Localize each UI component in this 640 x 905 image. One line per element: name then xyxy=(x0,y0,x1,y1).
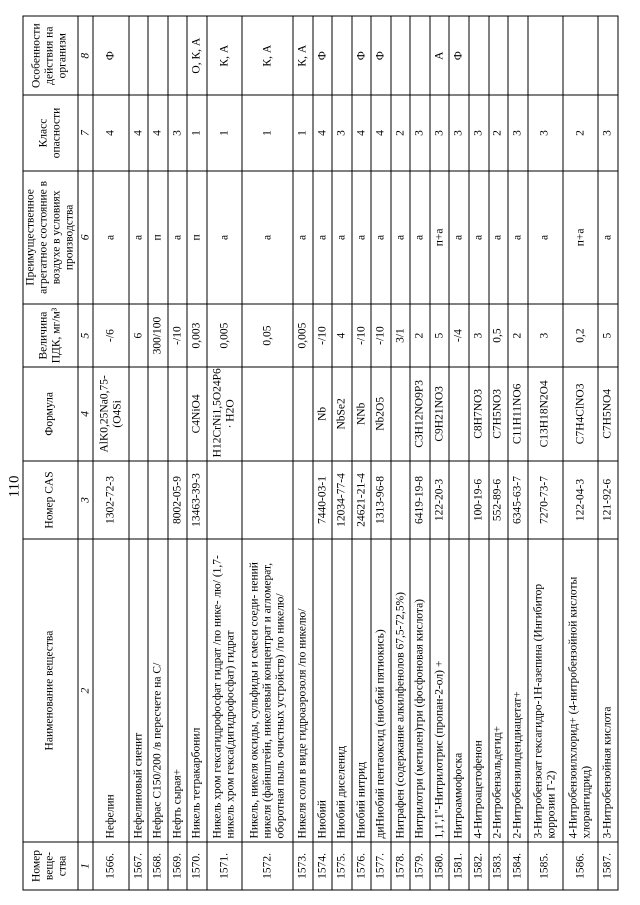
cell-state: а xyxy=(128,170,148,304)
cell-number: 1573. xyxy=(293,841,313,889)
cell-name: Ниобий xyxy=(312,539,332,842)
cell-effect xyxy=(488,16,508,95)
cell-pdk: 6 xyxy=(128,304,148,367)
cell-formula: C13H18N2O4 xyxy=(527,366,562,460)
cell-effect xyxy=(410,16,430,95)
cell-number: 1584. xyxy=(508,841,528,889)
cell-state: а xyxy=(167,170,187,304)
cell-effect xyxy=(390,16,410,95)
cell-pdk: 4 xyxy=(332,304,352,367)
table-row xyxy=(293,16,313,890)
cell-class: 3 xyxy=(410,95,430,170)
cell-effect: А xyxy=(429,16,449,95)
table-row xyxy=(410,16,430,890)
cell-formula: C9H21NO3 xyxy=(429,366,449,460)
cell-formula: H12CrNi1,5O24P6 · H2O xyxy=(206,366,241,460)
cell-name: 4-Нитробензоилхлорид+ (4-нитробензойной кислоты хлорангидрид) xyxy=(562,539,597,842)
cell-state: а xyxy=(293,170,313,304)
cell-number: 1571. xyxy=(206,841,241,889)
cell-name: 1,1',1''-Нитрилотрис (пропан-2-ол) + xyxy=(429,539,449,842)
cell-class: 4 xyxy=(93,95,128,170)
cell-number: 1585. xyxy=(527,841,562,889)
cell-class: 3 xyxy=(527,95,562,170)
cell-number: 1575. xyxy=(332,841,352,889)
cell-number: 1583. xyxy=(488,841,508,889)
cell-cas xyxy=(293,460,313,538)
cell-state: а xyxy=(371,170,391,304)
cell-name: 3-Нитробензойная кислота xyxy=(598,539,618,842)
cell-state: п+а xyxy=(429,170,449,304)
rotated-table-container xyxy=(22,15,618,890)
cell-name: Нитрилотри (метилен)три (фосфоновая кислота) xyxy=(410,539,430,842)
cell-state: а xyxy=(312,170,332,304)
cell-pdk: -/10 xyxy=(312,304,332,367)
cell-cas xyxy=(390,460,410,538)
cell-formula: AlK0,25Na0,75-(O4Si xyxy=(93,366,128,460)
cell-state: а xyxy=(332,170,352,304)
cell-name: 2-Нитробензилидендиацетат+ xyxy=(508,539,528,842)
cell-class: 3 xyxy=(468,95,488,170)
cell-number: 1576. xyxy=(351,841,371,889)
cell-class: 4 xyxy=(351,95,371,170)
cell-number: 1582. xyxy=(468,841,488,889)
cell-name: диНиобий пентаоксид (ниобий пятиокись) xyxy=(371,539,391,842)
cell-number: 1586. xyxy=(562,841,597,889)
cell-cas: 1313-96-8 xyxy=(371,460,391,538)
cell-number: 1578. xyxy=(390,841,410,889)
cell-formula: C11H11NO6 xyxy=(508,366,528,460)
cell-number: 1566. xyxy=(93,841,128,889)
cell-cas: 122-04-3 xyxy=(562,460,597,538)
cell-formula: Nb2O5 xyxy=(371,366,391,460)
cell-pdk: -/10 xyxy=(371,304,391,367)
cell-name: 2-Нитробензальдегид+ xyxy=(488,539,508,842)
cell-class: 2 xyxy=(390,95,410,170)
cell-name: Ниобий диселенид xyxy=(332,539,352,842)
cell-cas xyxy=(449,460,469,538)
table-row xyxy=(429,16,449,890)
header-cas: Номер CAS xyxy=(23,460,78,538)
cell-effect: Ф xyxy=(351,16,371,95)
cell-cas: 100-19-6 xyxy=(468,460,488,538)
table-row xyxy=(332,16,352,890)
cell-effect xyxy=(128,16,148,95)
cell-class: 4 xyxy=(312,95,332,170)
cell-number: 1581. xyxy=(449,841,469,889)
header-number: Номер веще- ства xyxy=(23,841,78,889)
cell-name: Никеля соли в виде гидроаэрозоля /по никелю/ xyxy=(293,539,313,842)
cell-number: 1577. xyxy=(371,841,391,889)
cell-state: а xyxy=(93,170,128,304)
cell-effect xyxy=(167,16,187,95)
cell-state: а xyxy=(508,170,528,304)
column-index: 3 xyxy=(77,460,93,538)
cell-state: а xyxy=(351,170,371,304)
cell-formula: C7H4ClNO3 xyxy=(562,366,597,460)
cell-cas: 12034-77-4 xyxy=(332,460,352,538)
cell-class: 3 xyxy=(449,95,469,170)
table-row xyxy=(488,16,508,890)
cell-pdk: -/10 xyxy=(351,304,371,367)
table-row xyxy=(598,16,618,890)
cell-effect xyxy=(508,16,528,95)
cell-formula: C7H5NO3 xyxy=(488,366,508,460)
table-row xyxy=(371,16,391,890)
cell-number: 1570. xyxy=(187,841,207,889)
cell-pdk: 2 xyxy=(508,304,528,367)
cell-formula: C8H7NO3 xyxy=(468,366,488,460)
cell-cas: 1302-72-3 xyxy=(93,460,128,538)
cell-formula xyxy=(390,366,410,460)
column-index: 2 xyxy=(77,539,93,842)
column-index: 4 xyxy=(77,366,93,460)
cell-state: п xyxy=(148,170,168,304)
cell-name: Никель хром гексагидрофосфат гидрат /по нике- лю/ (1,7-никель хром гексa(дигидрофосфат) гидрат xyxy=(206,539,241,842)
cell-name: 4-Нитроацетофенон xyxy=(468,539,488,842)
header-name: Наименование вещества xyxy=(23,539,78,842)
cell-cas: 7270-73-7 xyxy=(527,460,562,538)
cell-name: Нефелиновый сиенит xyxy=(128,539,148,842)
cell-pdk: 0,003 xyxy=(187,304,207,367)
cell-effect: Ф xyxy=(371,16,391,95)
cell-effect xyxy=(332,16,352,95)
cell-number: 1568. xyxy=(148,841,168,889)
cell-formula xyxy=(167,366,187,460)
cell-formula xyxy=(449,366,469,460)
header-formula: Формула xyxy=(23,366,78,460)
header-state: Преимущественное агрегатное состояние в воздухе в условиях производства xyxy=(23,170,78,304)
cell-effect: К, А xyxy=(293,16,313,95)
cell-formula: NbSe2 xyxy=(332,366,352,460)
cell-state: п+а xyxy=(562,170,597,304)
column-index-row xyxy=(77,16,93,890)
cell-name: Никель тетракарбонил xyxy=(187,539,207,842)
cell-name: Нефть сырая+ xyxy=(167,539,187,842)
cell-class: 3 xyxy=(167,95,187,170)
cell-effect: О, К, А xyxy=(187,16,207,95)
cell-effect: К, А xyxy=(206,16,241,95)
cell-cas: 121-92-6 xyxy=(598,460,618,538)
cell-pdk: 0,2 xyxy=(562,304,597,367)
cell-effect: Ф xyxy=(93,16,128,95)
cell-state: а xyxy=(449,170,469,304)
table-row xyxy=(508,16,528,890)
cell-formula xyxy=(293,366,313,460)
cell-number: 1579. xyxy=(410,841,430,889)
header-pdk: Величина ПДК, мг/м³ xyxy=(23,304,78,367)
cell-formula xyxy=(128,366,148,460)
cell-class: 1 xyxy=(206,95,241,170)
cell-effect xyxy=(468,16,488,95)
cell-state: а xyxy=(390,170,410,304)
cell-cas: 6419-19-8 xyxy=(410,460,430,538)
column-index: 1 xyxy=(77,841,93,889)
cell-name: Ниобий нитрид xyxy=(351,539,371,842)
substances-table xyxy=(22,15,618,890)
table-row xyxy=(128,16,148,890)
cell-cas xyxy=(148,460,168,538)
cell-state: а xyxy=(598,170,618,304)
cell-cas: 24621-21-4 xyxy=(351,460,371,538)
cell-class: 3 xyxy=(429,95,449,170)
column-index: 5 xyxy=(77,304,93,367)
cell-effect xyxy=(598,16,618,95)
cell-class: 1 xyxy=(293,95,313,170)
cell-class: 3 xyxy=(598,95,618,170)
table-row xyxy=(351,16,371,890)
cell-class: 4 xyxy=(128,95,148,170)
cell-effect xyxy=(562,16,597,95)
cell-cas: 122-20-3 xyxy=(429,460,449,538)
cell-cas: 7440-03-1 xyxy=(312,460,332,538)
cell-name: Нитроаммофоска xyxy=(449,539,469,842)
cell-pdk: 0,005 xyxy=(293,304,313,367)
cell-class: 3 xyxy=(508,95,528,170)
table-row xyxy=(562,16,597,890)
cell-cas: 13463-39-3 xyxy=(187,460,207,538)
cell-name: Нефелин xyxy=(93,539,128,842)
cell-class: 2 xyxy=(488,95,508,170)
cell-effect xyxy=(148,16,168,95)
cell-effect: Ф xyxy=(449,16,469,95)
table-row xyxy=(468,16,488,890)
cell-name: Нефрас С150/200 /в пересчете на С/ xyxy=(148,539,168,842)
header-effect: Особенности действия на организм xyxy=(23,16,78,95)
cell-number: 1569. xyxy=(167,841,187,889)
cell-class: 1 xyxy=(242,95,293,170)
cell-number: 1580. xyxy=(429,841,449,889)
cell-pdk: 5 xyxy=(598,304,618,367)
header-row xyxy=(23,16,78,890)
cell-state: а xyxy=(242,170,293,304)
cell-pdk: -/4 xyxy=(449,304,469,367)
page-number: 110 xyxy=(6,475,23,498)
cell-number: 1572. xyxy=(242,841,293,889)
table-row xyxy=(312,16,332,890)
cell-name: Никель, никеля оксиды, сульфиды и смеси соеди- нений никеля (файнштейн, никелевый концентрат и агломерат, оборотная пыль очистных устройств) /по никелю/ xyxy=(242,539,293,842)
table-row xyxy=(206,16,241,890)
cell-pdk: 3 xyxy=(468,304,488,367)
cell-state: а xyxy=(206,170,241,304)
cell-cas: 8002-05-9 xyxy=(167,460,187,538)
cell-class: 2 xyxy=(562,95,597,170)
cell-class: 4 xyxy=(148,95,168,170)
table-body xyxy=(93,16,618,890)
table-row xyxy=(527,16,562,890)
cell-pdk: -/6 xyxy=(93,304,128,367)
cell-class: 1 xyxy=(187,95,207,170)
cell-number: 1587. xyxy=(598,841,618,889)
cell-pdk: -/10 xyxy=(167,304,187,367)
table-row xyxy=(148,16,168,890)
cell-pdk: 3 xyxy=(527,304,562,367)
cell-name: 3-Нитробензоат гексагидро-1Н-азепина (Ингибитор коррозии Г-2) xyxy=(527,539,562,842)
cell-pdk: 5 xyxy=(429,304,449,367)
table-row xyxy=(167,16,187,890)
cell-cas: 552-89-6 xyxy=(488,460,508,538)
cell-formula xyxy=(242,366,293,460)
cell-pdk: 2 xyxy=(410,304,430,367)
cell-state: п xyxy=(187,170,207,304)
cell-pdk: 3/1 xyxy=(390,304,410,367)
cell-name: Нитрафен (содержание алкилфенолов 67,5-72,5%) xyxy=(390,539,410,842)
cell-formula: C7H5NO4 xyxy=(598,366,618,460)
cell-state: а xyxy=(410,170,430,304)
cell-formula: NNb xyxy=(351,366,371,460)
column-index: 6 xyxy=(77,170,93,304)
cell-number: 1574. xyxy=(312,841,332,889)
cell-class: 4 xyxy=(371,95,391,170)
cell-state: а xyxy=(488,170,508,304)
column-index: 7 xyxy=(77,95,93,170)
column-index: 8 xyxy=(77,16,93,95)
table-row xyxy=(242,16,293,890)
cell-effect: Ф xyxy=(312,16,332,95)
cell-pdk: 300/100 xyxy=(148,304,168,367)
cell-pdk: 0,05 xyxy=(242,304,293,367)
cell-state: а xyxy=(527,170,562,304)
cell-formula: Nb xyxy=(312,366,332,460)
table-row xyxy=(449,16,469,890)
table-row xyxy=(390,16,410,890)
cell-formula: C3H12NO9P3 xyxy=(410,366,430,460)
cell-cas xyxy=(206,460,241,538)
cell-formula: C4NiO4 xyxy=(187,366,207,460)
cell-cas xyxy=(128,460,148,538)
header-class: Класс опасности xyxy=(23,95,78,170)
cell-effect: К, А xyxy=(242,16,293,95)
cell-class: 3 xyxy=(332,95,352,170)
cell-cas xyxy=(242,460,293,538)
cell-cas: 6345-63-7 xyxy=(508,460,528,538)
cell-state: а xyxy=(468,170,488,304)
table-row xyxy=(187,16,207,890)
table-row xyxy=(93,16,128,890)
cell-pdk: 0,5 xyxy=(488,304,508,367)
cell-formula xyxy=(148,366,168,460)
cell-effect xyxy=(527,16,562,95)
cell-number: 1567. xyxy=(128,841,148,889)
cell-pdk: 0,005 xyxy=(206,304,241,367)
